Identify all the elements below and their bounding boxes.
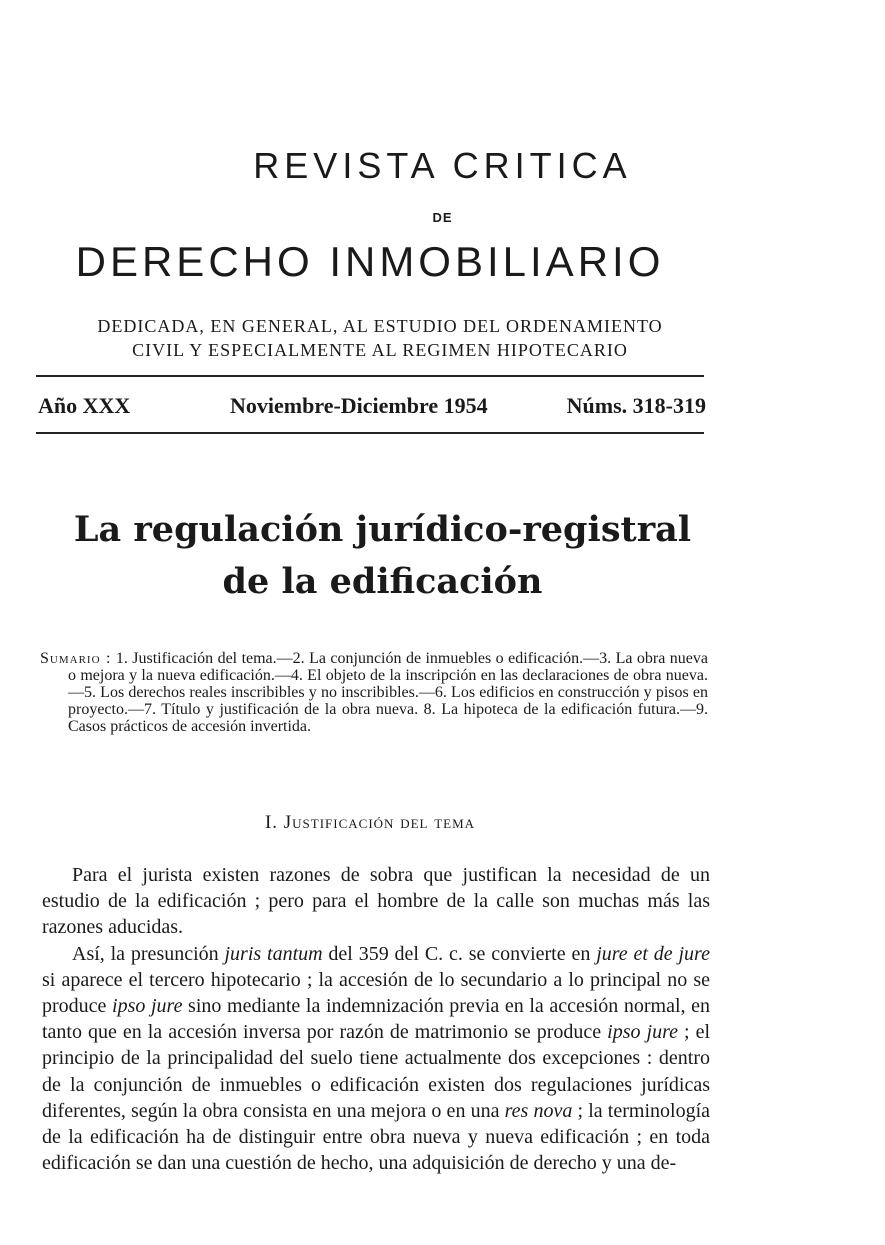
journal-subtitle: DERECHO INMOBILIARIO: [75, 238, 665, 285]
paragraph-1: Para el jurista existen razones de sobra que justifican la necesidad de un estudio de la edificación ; pero para el hombre de la calle son muchas más las razones aducidas.: [42, 864, 710, 939]
paragraph-2-text: del 359 del C. c. se convierte en: [322, 942, 597, 965]
bottom-divider: [36, 432, 704, 434]
section-heading: I. Justificación del tema: [264, 812, 476, 833]
dedication-line-2: CIVIL Y ESPECIALMENTE AL REGIMEN HIPOTECARIO: [132, 340, 628, 360]
top-divider: [36, 375, 704, 377]
journal-de: DE: [432, 210, 453, 225]
paragraph-2-text: Así, la presunción: [72, 942, 225, 965]
summary-label: Sumario :: [40, 650, 112, 667]
journal-dedication: [40, 314, 720, 362]
issue-year: Año XXX: [38, 393, 131, 418]
paragraph-2-text: sino mediante la indemnización previa en la accesión normal, en tanto que en la accesión inversa por razón de matrimonio se produce: [42, 995, 710, 1044]
issue-date: Noviembre-Diciembre 1954: [230, 393, 488, 418]
latin-term: ipso jure: [112, 995, 183, 1018]
latin-term: res nova: [504, 1099, 573, 1122]
latin-term: juris tantum: [224, 942, 323, 965]
summary-body: [40, 650, 708, 735]
journal-title: REVISTA CRITICA: [253, 145, 632, 186]
article-title-line-1: La regulación jurídico-registral: [73, 509, 692, 550]
paragraph-2-text: ; el principio de la principalidad del suelo tiene actualmente dos excepciones : dentro de la conjunción de inmuebles o edificación existen dos regulaciones jurídicas diferentes, según la obra consista en una mejora o en una: [42, 1021, 710, 1122]
summary-text: 1. Justificación del tema.—2. La conjunción de inmuebles o edificación.—3. La obra nueva o mejora y la nueva edificación.—4. El objeto de la inscripción en las declaraciones de obra nueva.—5. Los derechos reales inscribibles y no inscribibles.—6. Los edificios en construcción y pisos en proyecto.—7. Título y justificación de la obra nueva. 8. La hipoteca de la edificación futura.—9. Casos prácticos de accesión invertida.: [68, 650, 709, 735]
summary: [40, 650, 708, 735]
paragraph-2: [42, 941, 710, 1177]
dedication-line-1: DEDICADA, EN GENERAL, AL ESTUDIO DEL ORDENAMIENTO: [97, 316, 663, 336]
issue-numbers: Núms. 318-319: [566, 393, 706, 418]
paragraph-2-text: si aparece el tercero hipotecario ; la accesión de lo secundario a lo principal no se produce: [42, 968, 710, 1018]
paragraph-2-text: ; la terminología de la edificación ha de distinguir entre obra nueva y nueva edificación ; en toda edificación se dan una cuestión de hecho, una adquisición de derecho y una de-: [42, 1099, 711, 1175]
article-title-line-2: de la edificación: [222, 561, 543, 602]
article-body: [42, 862, 710, 1176]
latin-term: jure et de jure: [596, 942, 710, 965]
article-title: [60, 504, 705, 608]
latin-term: ipso jure: [607, 1021, 678, 1044]
